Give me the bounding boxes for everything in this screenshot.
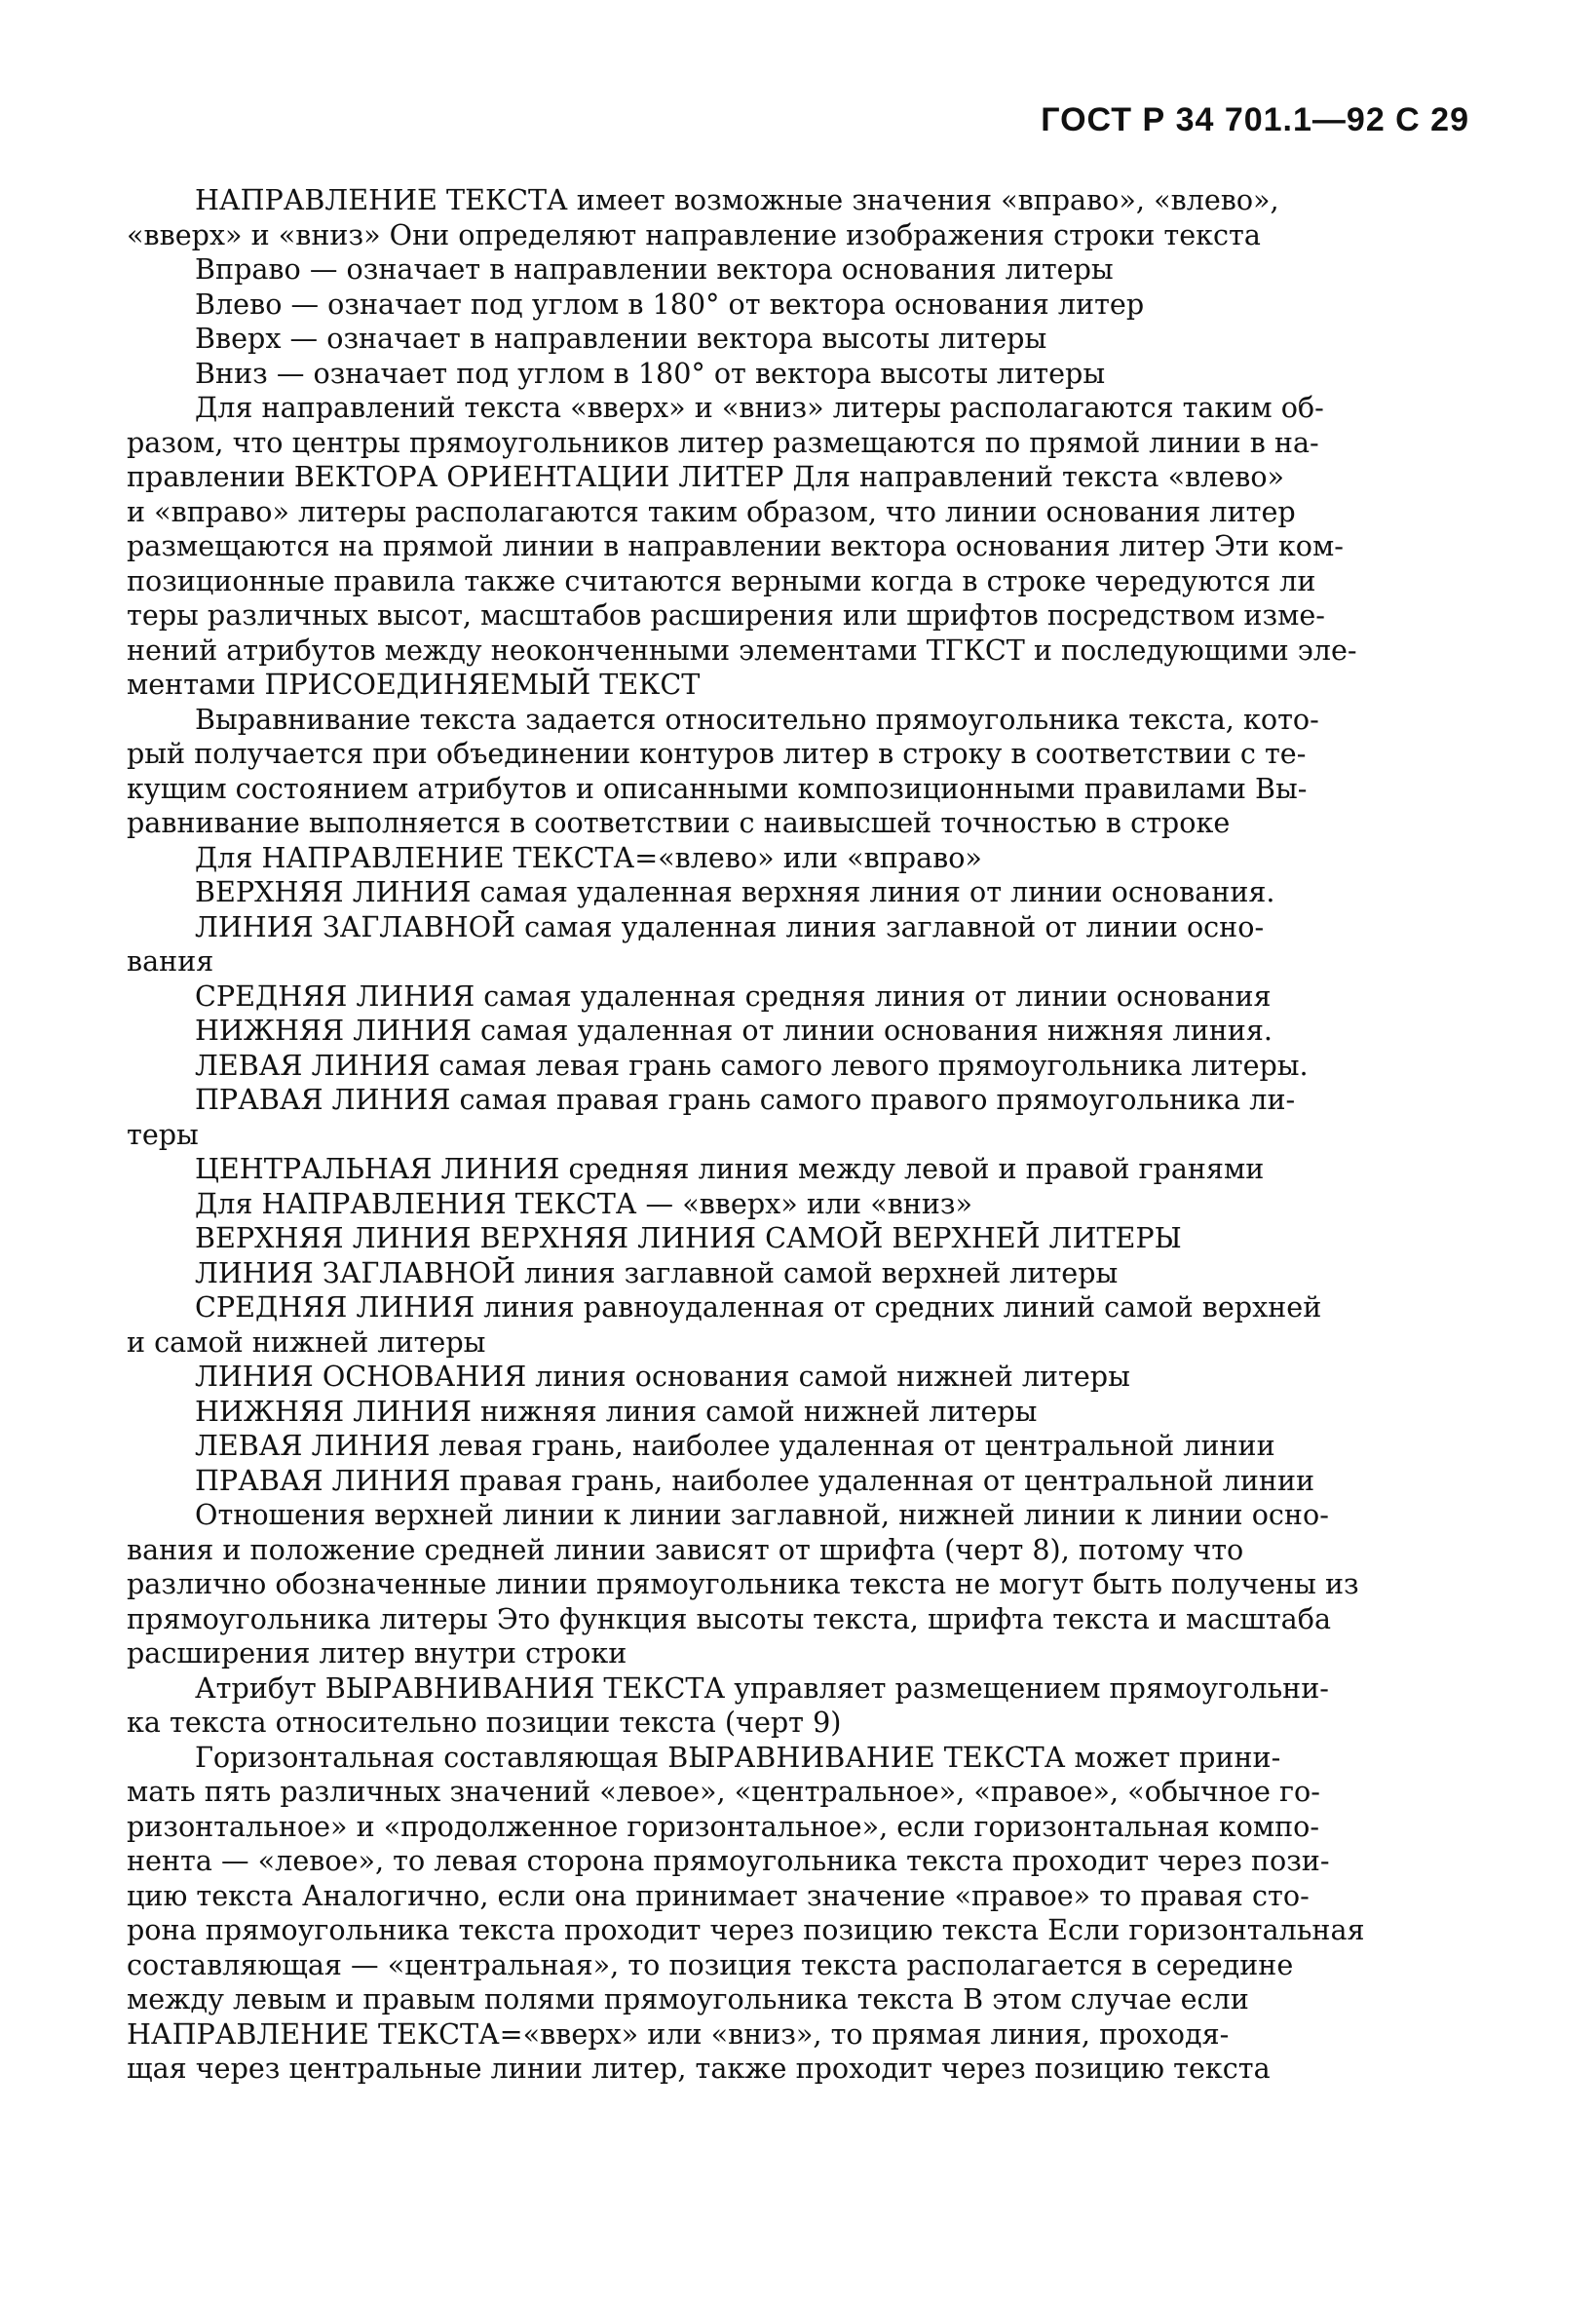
text-line: ВЕРХНЯЯ ЛИНИЯ ВЕРХНЯЯ ЛИНИЯ САМОЙ ВЕРХНЕЙ ЛИТЕРЫ — [195, 1221, 1182, 1254]
text-line: расширения литер внутри строки — [127, 1636, 627, 1670]
text-line: ЛИНИЯ ОСНОВАНИЯ линия основания самой нижней литеры — [195, 1360, 1130, 1393]
text-line: разом, что центры прямоугольников литер размещаются по прямой линии в на- — [127, 425, 1319, 459]
text-line: составляющая — «центральная», то позиция текста располагается в середине — [127, 1947, 1294, 1981]
text-line: кущим состоянием атрибутов и описанными композиционными правилами Вы- — [127, 771, 1308, 805]
text-line: ЦЕНТРАЛЬНАЯ ЛИНИЯ средняя линия между левой и правой гранями — [195, 1152, 1265, 1185]
text-line: вания и положение средней линии зависят от шрифта (черт 8), потому что — [127, 1532, 1244, 1566]
page-header: ГОСТ Р 34 701.1—92 С 29 — [1041, 101, 1469, 138]
text-line: «вверх» и «вниз» Они определяют направление изображения строки текста — [127, 217, 1261, 251]
text-line: СРЕДНЯЯ ЛИНИЯ линия равноудаленная от средних линий самой верхней — [195, 1290, 1322, 1324]
text-line: Отношения верхней линии к линии заглавной, нижней линии к линии осно- — [195, 1498, 1329, 1531]
document-body — [127, 183, 1471, 2087]
text-line: теры различных высот, масштабов расширения или шрифтов посредством изме- — [127, 598, 1325, 632]
text-line: цию текста Аналогично, если она принимает значение «правое» то правая сто- — [127, 1878, 1310, 1912]
text-line: равнивание выполняется в соответствии с наивысшей точностью в строке — [127, 806, 1231, 839]
text-line: НАПРАВЛЕНИЕ ТЕКСТА=«вверх» или «вниз», то прямая линия, проходя- — [127, 2016, 1230, 2051]
text-line: и самой нижней литеры — [127, 1324, 486, 1359]
text-line: ризонтальное» и «продолженное горизонтальное», если горизонтальная компо- — [127, 1809, 1320, 1843]
text-line: различно обозначенные линии прямоугольника текста не могут быть получены из — [127, 1567, 1359, 1600]
text-line: Для направлений текста «вверх» и «вниз» литеры располагаются таким об- — [195, 391, 1324, 424]
text-line: Горизонтальная составляющая ВЫРАВНИВАНИЕ ТЕКСТА может прини- — [195, 1740, 1281, 1774]
text-line: ЛИНИЯ ЗАГЛАВНОЙ линия заглавной самой верхней литеры — [195, 1255, 1119, 1289]
text-line: рона прямоугольника текста проходит через позицию текста Если горизонтальная — [127, 1913, 1365, 1946]
text-line: НАПРАВЛЕНИЕ ТЕКСТА имеет возможные значения «вправо», «влево», — [195, 183, 1279, 216]
text-line: ПРАВАЯ ЛИНИЯ самая правая грань самого правого прямоугольника ли- — [195, 1083, 1296, 1116]
text-line: Атрибут ВЫРАВНИВАНИЯ ТЕКСТА управляет размещением прямоугольни- — [195, 1670, 1329, 1705]
text-line: нений атрибутов между неоконченными элементами ТГКСТ и последующими эле- — [127, 633, 1357, 667]
text-line: вания — [127, 944, 214, 978]
text-line: СРЕДНЯЯ ЛИНИЯ самая удаленная средняя линия от линии основания — [195, 979, 1272, 1013]
text-line: Вниз — означает под углом в 180° от вектора высоты литеры — [195, 356, 1106, 390]
text-line: Выравнивание текста задается относительно прямоугольника текста, кото- — [195, 702, 1319, 736]
text-line: ВЕРХНЯЯ ЛИНИЯ самая удаленная верхняя линия от линии основания. — [195, 875, 1275, 908]
text-line: ка текста относительно позиции текста (черт 9) — [127, 1706, 842, 1739]
text-line: Вправо — означает в направлении вектора основания литеры — [195, 252, 1114, 286]
text-line: щая через центральные линии литер, также проходит через позицию текста — [127, 2052, 1271, 2085]
text-line: между левым и правым полями прямоугольника текста В этом случае если — [127, 1982, 1249, 2015]
text-line: Для НАПРАВЛЕНИЕ ТЕКСТА=«влево» или «вправо» — [195, 840, 982, 874]
text-line: Вверх — означает в направлении вектора высоты литеры — [195, 322, 1047, 355]
text-line: Влево — означает под углом в 180° от вектора основания литер — [195, 287, 1145, 321]
text-line: ментами ПРИСОЕДИНЯЕМЫЙ ТЕКСТ — [127, 668, 701, 701]
text-line: правлении ВЕКТОРА ОРИЕНТАЦИИ ЛИТЕР Для направлений текста «влево» — [127, 460, 1285, 493]
text-line: прямоугольника литеры Это функция высоты текста, шрифта текста и масштаба — [127, 1601, 1331, 1635]
text-line: позиционные правила также считаются верными когда в строке чередуются ли — [127, 563, 1316, 597]
text-line: и «вправо» литеры располагаются таким образом, что линии основания литер — [127, 494, 1296, 528]
text-line: рый получается при объединении контуров литер в строку в соответствии с те- — [127, 737, 1307, 770]
text-line: НИЖНЯЯ ЛИНИЯ нижняя линия самой нижней литеры — [195, 1394, 1038, 1428]
text-line: мать пять различных значений «левое», «центральное», «правое», «обычное го- — [127, 1775, 1320, 1808]
text-line: ЛЕВАЯ ЛИНИЯ левая грань, наиболее удаленная от центральной линии — [195, 1429, 1275, 1462]
text-line: теры — [127, 1117, 199, 1151]
text-line: ПРАВАЯ ЛИНИЯ правая грань, наиболее удаленная от центральной линии — [195, 1463, 1315, 1497]
text-line: нента — «левое», то левая сторона прямоугольника текста проходит через пози- — [127, 1844, 1330, 1877]
text-line: размещаются на прямой линии в направлении вектора основания литер Эти ком- — [127, 529, 1344, 562]
text-line: ЛЕВАЯ ЛИНИЯ самая левая грань самого левого прямоугольника литеры. — [195, 1048, 1309, 1082]
text-line: ЛИНИЯ ЗАГЛАВНОЙ самая удаленная линия заглавной от линии осно- — [195, 909, 1265, 943]
text-line: НИЖНЯЯ ЛИНИЯ самая удаленная от линии основания нижняя линия. — [195, 1014, 1273, 1047]
text-line: Для НАПРАВЛЕНИЯ ТЕКСТА — «вверх» или «вниз» — [195, 1186, 973, 1220]
